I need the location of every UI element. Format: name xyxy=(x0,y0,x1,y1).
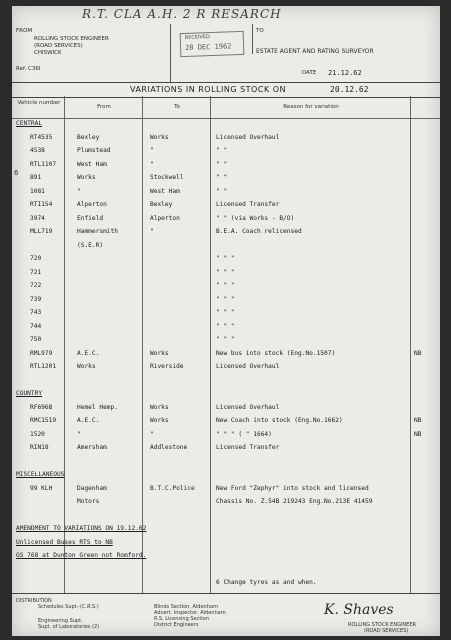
document-title: VARIATIONS IN ROLLING STOCK ON xyxy=(130,85,287,94)
cell-reason: 6 Change tyres as and when. xyxy=(216,579,317,586)
cell-reason: Licensed Overhaul xyxy=(216,363,280,370)
cell-vehicle: 3974 xyxy=(30,214,45,222)
cell-reason: Licensed Overhaul xyxy=(216,403,280,411)
table-row xyxy=(12,255,440,265)
table-row xyxy=(12,552,440,562)
cell-from: Plumstead xyxy=(77,147,111,154)
cell-from: " xyxy=(77,430,81,438)
distribution-label: DISTRIBUTION xyxy=(16,598,52,604)
cell-vehicle: MLL719 xyxy=(30,228,53,235)
cell-to: Alperton xyxy=(150,214,180,222)
table-row xyxy=(12,201,440,211)
cell-reason: " " xyxy=(216,147,228,154)
cell-vehicle: 744 xyxy=(30,322,42,330)
cell-vehicle: RTL1107 xyxy=(30,160,57,168)
cell-from: Dagenham xyxy=(77,484,107,492)
cell-to: Bexley xyxy=(150,201,173,208)
cell-reason: Licensed Transfer xyxy=(216,444,280,451)
cell-vehicle: 722 xyxy=(30,282,42,289)
cell-from: West Ham xyxy=(77,160,107,168)
cell-to: Riverside xyxy=(150,363,184,370)
cell-reason: " " " ( " 1664) xyxy=(216,430,272,438)
table-row xyxy=(12,363,440,373)
distribution-middle-2: Advert. Inspector, Aldenham xyxy=(154,610,226,616)
cell-to: Addlestone xyxy=(150,444,188,451)
cell-vehicle: RF696B xyxy=(30,403,53,411)
table-row xyxy=(12,566,440,576)
cell-vehicle: 721 xyxy=(30,268,42,276)
margin-note: 6 xyxy=(14,169,19,177)
table-row xyxy=(12,282,440,292)
cell-from: Bexley xyxy=(77,133,100,141)
cell-reason: " " " xyxy=(216,309,235,316)
table-row xyxy=(12,404,440,414)
cell-from: " xyxy=(77,187,81,195)
cell-vehicle: 1520 xyxy=(30,430,45,438)
distribution-middle-3: R.S. Licensing Section xyxy=(154,616,209,622)
table-row xyxy=(12,458,440,468)
signatory-department: (ROAD SERVICES) xyxy=(364,628,409,634)
cell-reason: " " (via Works - B/O) xyxy=(216,214,295,222)
cell-to: Works xyxy=(150,349,169,357)
cell-vehicle: RIN18 xyxy=(30,444,49,451)
from-line-1: ROLLING STOCK ENGINEER xyxy=(34,36,109,42)
document-sheet xyxy=(12,6,440,636)
section-heading-row xyxy=(12,471,440,481)
table-row xyxy=(12,309,440,319)
cell-reason: " " xyxy=(216,160,228,168)
table-row xyxy=(12,336,440,346)
title-date: 20.12.62 xyxy=(330,85,369,94)
cell-from: Alperton xyxy=(77,201,107,208)
variations-table xyxy=(12,96,440,593)
stamp-date: 28 DEC 1962 xyxy=(184,42,232,52)
distribution-left-2: Engineering Supt. xyxy=(38,618,83,624)
cell-from: Amersham xyxy=(77,444,107,451)
cell-vehicle: Unlicensed Buses RTS to NB xyxy=(16,538,113,546)
distribution-left-1: Schedules Supt.-(C.R.S.) xyxy=(38,604,99,610)
cell-from: (S.E.R) xyxy=(77,241,104,249)
cell-vehicle: 739 xyxy=(30,295,42,303)
table-row xyxy=(12,228,440,238)
table-row xyxy=(12,498,440,508)
reference: Ref. C36I xyxy=(16,66,41,72)
cell-reason: " " xyxy=(216,187,228,195)
stamp-label: RECEIVED xyxy=(184,34,211,41)
cell-from: Hemel Hemp. xyxy=(77,403,118,411)
table-row xyxy=(12,188,440,198)
table-row xyxy=(12,350,440,360)
cell-vehicle: 891 xyxy=(30,174,42,181)
table-row xyxy=(12,485,440,495)
cell-to: " xyxy=(150,147,154,154)
table-row xyxy=(12,269,440,279)
table-row xyxy=(12,296,440,306)
from-line-3: CHISWICK xyxy=(34,50,62,56)
cell-reason: New Coach into stock (Eng.No.1662) xyxy=(216,417,343,424)
cell-to: Works xyxy=(150,417,169,424)
column-header-to: To xyxy=(174,104,180,110)
column-header-from: From xyxy=(97,104,111,110)
from-line-2: (ROAD SERVICES) xyxy=(34,43,83,49)
cell-vehicle: 4538 xyxy=(30,147,45,154)
cell-mark: NB xyxy=(414,417,422,424)
cell-reason: " " " xyxy=(216,282,235,289)
table-row xyxy=(12,242,440,252)
cell-from: Works xyxy=(77,363,96,370)
column-header-reason: Reason for variation xyxy=(283,104,339,110)
cell-to: Works xyxy=(150,403,169,411)
to-label: TO xyxy=(256,28,264,34)
cell-reason: New Ford "Zephyr" into stock and licensed xyxy=(216,484,369,492)
handwritten-annotation: R.T. CLA A.H. 2 R RESARCH xyxy=(82,7,282,21)
cell-vehicle: 99 KLH xyxy=(30,484,53,492)
cell-from: A.E.C. xyxy=(77,417,100,424)
table-row xyxy=(12,417,440,427)
table-row xyxy=(12,444,440,454)
cell-reason: " " " xyxy=(216,255,235,262)
cell-reason: " " " xyxy=(216,322,235,330)
cell-vehicle: 750 xyxy=(30,336,42,343)
table-row xyxy=(12,174,440,184)
table-row xyxy=(12,512,440,522)
cell-to: B.T.C.Police xyxy=(150,484,195,492)
distribution-middle-4: District Engineers xyxy=(154,622,199,628)
cell-from: Enfield xyxy=(77,214,104,222)
signatory-title: ROLLING STOCK ENGINEER xyxy=(348,622,416,628)
cell-reason: " " xyxy=(216,174,228,181)
cell-to: " xyxy=(150,160,154,168)
cell-reason: Licensed Transfer xyxy=(216,201,280,208)
cell-vehicle: 720 xyxy=(30,255,42,262)
cell-reason: B.E.A. Coach relicensed xyxy=(216,228,302,235)
cell-vehicle: CENTRAL xyxy=(16,120,43,127)
cell-vehicle: RTI154 xyxy=(30,201,53,208)
table-row xyxy=(12,431,440,441)
table-row xyxy=(12,134,440,144)
table-row xyxy=(12,161,440,171)
cell-vehicle: COUNTRY xyxy=(16,390,43,397)
received-stamp xyxy=(180,31,245,57)
cell-from: Hammersmith xyxy=(77,228,118,235)
cell-from: A.E.C. xyxy=(77,349,100,357)
table-row xyxy=(12,215,440,225)
cell-vehicle: RTL1201 xyxy=(30,363,57,370)
table-row xyxy=(12,147,440,157)
table-row xyxy=(12,579,440,589)
cell-reason: " " " xyxy=(216,336,235,343)
cell-to: Works xyxy=(150,133,169,141)
cell-vehicle: RMC1519 xyxy=(30,417,57,424)
column-header-vehicle: Vehicle number xyxy=(17,100,61,106)
cell-mark: NB xyxy=(414,430,422,438)
cell-to: " xyxy=(150,430,154,438)
cell-to: West Ham xyxy=(150,187,180,195)
cell-vehicle: RML979 xyxy=(30,349,53,357)
cell-reason: Chassis No. Z.54B 219243 Eng.No.213E 41459 xyxy=(216,498,373,505)
section-heading-row xyxy=(12,390,440,400)
distribution-left-3: Supt. of Laboratories (2) xyxy=(38,624,100,630)
table-row xyxy=(12,377,440,387)
cell-vehicle: AMENDMENT TO VARIATIONS ON 19.12.62 xyxy=(16,525,147,532)
cell-reason: " " " xyxy=(216,268,235,276)
cell-vehicle: 743 xyxy=(30,309,42,316)
date-label: DATE xyxy=(302,70,317,76)
table-row xyxy=(12,323,440,333)
cell-from: Motors xyxy=(77,498,100,505)
cell-mark: NB xyxy=(414,349,422,357)
cell-to: Stockwell xyxy=(150,174,184,181)
cell-vehicle: GS 768 at Dunton Green not Romford. xyxy=(16,552,147,559)
from-label: FROM xyxy=(16,28,33,34)
cell-vehicle: MISCELLANEOUS xyxy=(16,471,65,478)
cell-reason: New bus into stock (Eng.No.1507) xyxy=(216,349,336,357)
cell-from: Works xyxy=(77,174,96,181)
cell-vehicle: 1081 xyxy=(30,187,45,195)
to-recipient: ESTATE AGENT AND RATING SURVEYOR xyxy=(256,48,374,55)
section-heading-row xyxy=(12,120,440,130)
date-value: 21.12.62 xyxy=(328,69,362,77)
cell-vehicle: RT4535 xyxy=(30,133,53,141)
distribution-middle-1: Blinds Section, Aldenham xyxy=(154,604,218,610)
cell-reason: " " " xyxy=(216,295,235,303)
table-row xyxy=(12,525,440,535)
cell-reason: Licensed Overhaul xyxy=(216,133,280,141)
cell-to: " xyxy=(150,228,154,235)
handwritten-signature: K. Shaves xyxy=(324,602,394,618)
table-row xyxy=(12,539,440,549)
